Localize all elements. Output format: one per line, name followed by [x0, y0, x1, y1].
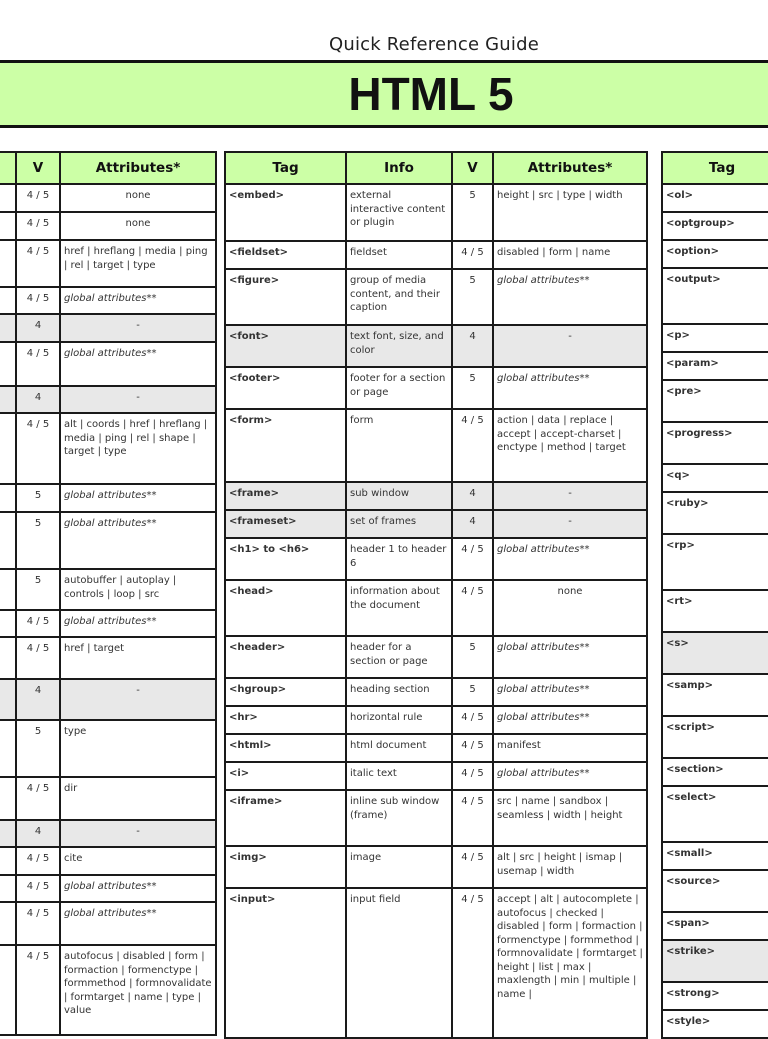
tag-cell: <strong> — [662, 982, 768, 1010]
table-row — [225, 734, 647, 762]
info-cell: image — [346, 846, 452, 888]
column-header-version: V — [452, 152, 493, 184]
tag-cell: <h1> to <h6> — [225, 538, 346, 580]
version-cell: 4 / 5 — [16, 413, 60, 484]
version-cell: 4 / 5 — [16, 212, 60, 240]
version-cell: 5 — [452, 367, 493, 409]
version-cell: 4 / 5 — [452, 846, 493, 888]
right-reference-table — [661, 151, 768, 1039]
attributes-cell: alt | coords | href | hreflang | media | ping | rel | shape | target | type — [60, 413, 216, 484]
table-row — [225, 269, 647, 325]
table-row — [662, 464, 768, 492]
attributes-cell: href | hreflang | media | ping | rel | target | type — [60, 240, 216, 287]
attributes-cell: accept | alt | autocomplete | autofocus | checked | disabled | form | formaction | formenctype | formmethod | formnovalidate | formtarget | height | list | max | maxlength | min | multiple | name | — [493, 888, 647, 1038]
table-row — [0, 569, 216, 610]
table-row — [662, 758, 768, 786]
tag-cell: <iframe> — [225, 790, 346, 846]
table-row — [662, 240, 768, 268]
version-cell: 4 / 5 — [452, 580, 493, 636]
info-cell: sub window — [346, 482, 452, 510]
table-row — [225, 846, 647, 888]
tag-cell — [0, 413, 16, 484]
table-row — [662, 422, 768, 464]
tag-cell: <frame> — [225, 482, 346, 510]
attributes-cell: - — [493, 510, 647, 538]
version-cell: 4 / 5 — [16, 902, 60, 945]
attributes-cell: global attributes** — [60, 342, 216, 386]
column-header-attributes: Attributes* — [493, 152, 647, 184]
tag-cell: <param> — [662, 352, 768, 380]
version-cell: 4 — [16, 679, 60, 720]
tag-cell: <ol> — [662, 184, 768, 212]
table-row — [225, 409, 647, 482]
table-row — [0, 287, 216, 314]
version-cell: 5 — [452, 678, 493, 706]
attributes-cell: src | name | sandbox | seamless | width | height — [493, 790, 647, 846]
table-row — [0, 679, 216, 720]
table-row — [0, 720, 216, 777]
attributes-cell: type — [60, 720, 216, 777]
attributes-cell: global attributes** — [493, 636, 647, 678]
table-row — [0, 342, 216, 386]
attributes-cell: autobuffer | autoplay | controls | loop | src — [60, 569, 216, 610]
tag-cell — [0, 512, 16, 569]
tag-cell: <script> — [662, 716, 768, 758]
version-cell: 4 — [16, 820, 60, 847]
tag-cell: <option> — [662, 240, 768, 268]
table-row — [0, 902, 216, 945]
attributes-cell: none — [60, 184, 216, 212]
version-cell: 4 / 5 — [16, 184, 60, 212]
table-row — [225, 184, 647, 241]
table-row — [662, 716, 768, 758]
table-row — [225, 241, 647, 269]
table-row — [662, 1010, 768, 1038]
table-row — [662, 380, 768, 422]
version-cell: 4 / 5 — [16, 847, 60, 875]
table-row — [0, 637, 216, 679]
tag-cell: <figure> — [225, 269, 346, 325]
info-cell: horizontal rule — [346, 706, 452, 734]
tag-cell: <hgroup> — [225, 678, 346, 706]
tag-cell — [0, 679, 16, 720]
table-row — [225, 510, 647, 538]
tag-cell — [0, 184, 16, 212]
tag-cell: <embed> — [225, 184, 346, 241]
tag-cell: <rp> — [662, 534, 768, 590]
version-cell: 4 / 5 — [452, 734, 493, 762]
tag-cell — [0, 212, 16, 240]
table-row — [662, 674, 768, 716]
attributes-cell: autofocus | disabled | form | formaction | formenctype | formmethod | formnovalidate | formtarget | name | type | value — [60, 945, 216, 1035]
tag-cell: <p> — [662, 324, 768, 352]
version-cell: 4 / 5 — [16, 342, 60, 386]
page-title: HTML 5 — [348, 68, 514, 120]
tag-cell: <form> — [225, 409, 346, 482]
version-cell: 5 — [452, 269, 493, 325]
table-row — [225, 636, 647, 678]
table-row — [662, 632, 768, 674]
tag-cell — [0, 569, 16, 610]
table-row — [662, 870, 768, 912]
version-cell: 4 — [16, 386, 60, 413]
left-reference-table — [0, 151, 217, 1036]
table-row — [0, 484, 216, 512]
version-cell: 5 — [16, 720, 60, 777]
title-banner — [0, 60, 768, 128]
version-cell: 4 / 5 — [452, 888, 493, 1038]
tag-cell: <pre> — [662, 380, 768, 422]
attributes-cell: - — [60, 386, 216, 413]
table-row — [225, 580, 647, 636]
attributes-cell: global attributes** — [493, 762, 647, 790]
version-cell: 4 / 5 — [16, 875, 60, 902]
version-cell: 4 / 5 — [452, 538, 493, 580]
version-cell: 4 / 5 — [16, 610, 60, 637]
version-cell: 4 / 5 — [16, 637, 60, 679]
table-row — [662, 492, 768, 534]
tag-cell: <progress> — [662, 422, 768, 464]
table-row — [225, 706, 647, 734]
attributes-cell: global attributes** — [60, 287, 216, 314]
tag-cell: <span> — [662, 912, 768, 940]
table-row — [0, 314, 216, 342]
tag-cell — [0, 847, 16, 875]
table-row — [0, 512, 216, 569]
table-row — [0, 240, 216, 287]
attributes-cell: dir — [60, 777, 216, 820]
attributes-cell: global attributes** — [60, 902, 216, 945]
table-row — [225, 762, 647, 790]
attributes-cell: global attributes** — [493, 269, 647, 325]
info-cell: header 1 to header 6 — [346, 538, 452, 580]
info-cell: set of frames — [346, 510, 452, 538]
table-row — [662, 184, 768, 212]
tag-cell: <header> — [225, 636, 346, 678]
attributes-cell: global attributes** — [493, 706, 647, 734]
table-row — [225, 325, 647, 367]
tag-cell — [0, 287, 16, 314]
table-row — [662, 268, 768, 324]
attributes-cell: action | data | replace | accept | accept-charset | enctype | method | target — [493, 409, 647, 482]
tag-cell — [0, 610, 16, 637]
tag-cell — [0, 820, 16, 847]
tag-cell — [0, 902, 16, 945]
attributes-cell: none — [493, 580, 647, 636]
table-row — [662, 912, 768, 940]
attributes-cell: cite — [60, 847, 216, 875]
table-row — [0, 184, 216, 212]
info-cell: footer for a section or page — [346, 367, 452, 409]
tag-cell — [0, 386, 16, 413]
tag-cell: <input> — [225, 888, 346, 1038]
attributes-cell: global attributes** — [60, 610, 216, 637]
table-row — [662, 212, 768, 240]
attributes-cell: global attributes** — [493, 367, 647, 409]
tag-cell: <select> — [662, 786, 768, 842]
tag-cell: <frameset> — [225, 510, 346, 538]
table-row — [0, 610, 216, 637]
info-cell: html document — [346, 734, 452, 762]
version-cell: 4 / 5 — [16, 945, 60, 1035]
tag-cell: <source> — [662, 870, 768, 912]
version-cell: 4 / 5 — [16, 287, 60, 314]
tag-cell: <output> — [662, 268, 768, 324]
attributes-cell: global attributes** — [493, 678, 647, 706]
tag-cell: <hr> — [225, 706, 346, 734]
tag-cell: <strike> — [662, 940, 768, 982]
tag-cell — [0, 637, 16, 679]
tag-cell: <style> — [662, 1010, 768, 1038]
table-row — [662, 842, 768, 870]
version-cell: 5 — [16, 569, 60, 610]
table-row — [0, 413, 216, 484]
tag-cell: <font> — [225, 325, 346, 367]
tag-cell: <s> — [662, 632, 768, 674]
tag-cell: <ruby> — [662, 492, 768, 534]
info-cell: italic text — [346, 762, 452, 790]
attributes-cell: global attributes** — [60, 484, 216, 512]
column-header-version: V — [16, 152, 60, 184]
tag-cell: <optgroup> — [662, 212, 768, 240]
attributes-cell: - — [60, 314, 216, 342]
table-row — [662, 534, 768, 590]
table-row — [662, 324, 768, 352]
tag-cell: <footer> — [225, 367, 346, 409]
attributes-cell: href | target — [60, 637, 216, 679]
version-cell: 5 — [452, 636, 493, 678]
tag-cell: <samp> — [662, 674, 768, 716]
table-row — [0, 820, 216, 847]
column-header-tag: Tag — [225, 152, 346, 184]
version-cell: 5 — [452, 184, 493, 241]
table-row — [662, 590, 768, 632]
table-row — [662, 786, 768, 842]
table-row — [662, 352, 768, 380]
tag-cell: <small> — [662, 842, 768, 870]
column-header-tag — [0, 152, 16, 184]
version-cell: 4 — [16, 314, 60, 342]
attributes-cell: manifest — [493, 734, 647, 762]
version-cell: 4 — [452, 482, 493, 510]
table-row — [225, 888, 647, 1038]
table-row — [225, 678, 647, 706]
attributes-cell: global attributes** — [493, 538, 647, 580]
info-cell: form — [346, 409, 452, 482]
middle-reference-table — [224, 151, 648, 1039]
attributes-cell: none — [60, 212, 216, 240]
tag-cell: <section> — [662, 758, 768, 786]
attributes-cell: alt | src | height | ismap | usemap | width — [493, 846, 647, 888]
page-subtitle: Quick Reference Guide — [328, 34, 540, 55]
info-cell: text font, size, and color — [346, 325, 452, 367]
table-row — [0, 386, 216, 413]
info-cell: information about the document — [346, 580, 452, 636]
info-cell: fieldset — [346, 241, 452, 269]
table-row — [0, 875, 216, 902]
column-header-info: Info — [346, 152, 452, 184]
tag-cell — [0, 777, 16, 820]
attributes-cell: - — [60, 820, 216, 847]
tag-cell: <img> — [225, 846, 346, 888]
info-cell: heading section — [346, 678, 452, 706]
table-row — [662, 940, 768, 982]
attributes-cell: disabled | form | name — [493, 241, 647, 269]
version-cell: 4 / 5 — [16, 777, 60, 820]
tag-cell: <html> — [225, 734, 346, 762]
version-cell: 4 / 5 — [452, 762, 493, 790]
column-header-tag: Tag — [662, 152, 768, 184]
attributes-cell: - — [493, 482, 647, 510]
info-cell: inline sub window (frame) — [346, 790, 452, 846]
table-row — [225, 538, 647, 580]
table-row — [0, 945, 216, 1035]
tag-cell: <i> — [225, 762, 346, 790]
tag-cell — [0, 314, 16, 342]
version-cell: 4 / 5 — [452, 706, 493, 734]
table-row — [662, 982, 768, 1010]
table-row — [225, 790, 647, 846]
tag-cell — [0, 720, 16, 777]
attributes-cell: - — [493, 325, 647, 367]
tag-cell: <fieldset> — [225, 241, 346, 269]
version-cell: 4 — [452, 325, 493, 367]
attributes-cell: - — [60, 679, 216, 720]
attributes-cell: global attributes** — [60, 875, 216, 902]
info-cell: header for a section or page — [346, 636, 452, 678]
info-cell: input field — [346, 888, 452, 1038]
tag-cell: <head> — [225, 580, 346, 636]
table-row — [225, 367, 647, 409]
table-row — [0, 847, 216, 875]
table-row — [225, 482, 647, 510]
tag-cell — [0, 484, 16, 512]
version-cell: 4 / 5 — [16, 240, 60, 287]
version-cell: 4 / 5 — [452, 790, 493, 846]
version-cell: 4 / 5 — [452, 241, 493, 269]
version-cell: 5 — [16, 512, 60, 569]
version-cell: 4 / 5 — [452, 409, 493, 482]
tag-cell — [0, 342, 16, 386]
attributes-cell: global attributes** — [60, 512, 216, 569]
tag-cell: <rt> — [662, 590, 768, 632]
attributes-cell: height | src | type | width — [493, 184, 647, 241]
tag-cell — [0, 240, 16, 287]
column-header-attributes: Attributes* — [60, 152, 216, 184]
tag-cell: <q> — [662, 464, 768, 492]
tag-cell — [0, 875, 16, 902]
table-row — [0, 212, 216, 240]
info-cell: external interactive content or plugin — [346, 184, 452, 241]
info-cell: group of media content, and their caption — [346, 269, 452, 325]
tag-cell — [0, 945, 16, 1035]
table-row — [0, 777, 216, 820]
version-cell: 5 — [16, 484, 60, 512]
version-cell: 4 — [452, 510, 493, 538]
